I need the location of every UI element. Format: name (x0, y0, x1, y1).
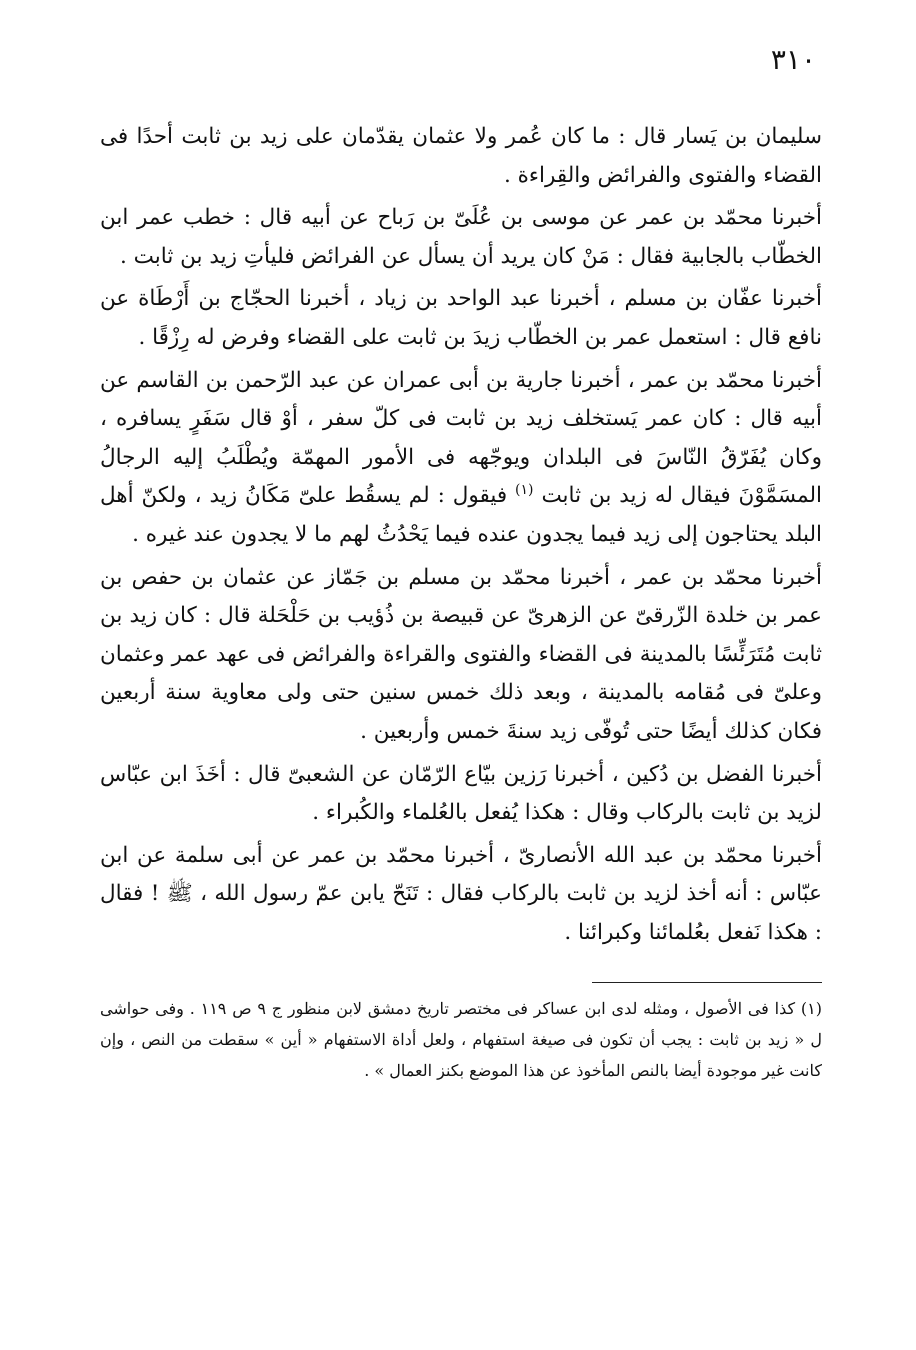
footnote-reference[interactable]: (١) (515, 482, 534, 499)
book-page (100, 40, 822, 1086)
page-number: ٣١٠ (770, 43, 816, 76)
paragraph-4 (100, 362, 822, 555)
paragraph-1: سليمان بن يَسار قال : ما كان عُمر ولا عثمان يقدّمان على زيد بن ثابت أحدًا فى القضاء والفتوى والفرائض والقِراءة . (100, 124, 822, 188)
paragraph-4-text: أخبرنا محمّد بن عمر ، أخبرنا جارية بن أبى عمران عن عبد الرّحمن بن القاسم عن أبيه قال : كان عمر يَستخلف زيد بن ثابت فى كلّ سفر ، أوْ قال سَفَرٍ يسافره ، وكان يُفَرّقُ النّاسَ فى البلدان ويوجّهه فى الأمور المهمّة ويُطْلَبُ إليه الرجالُ المسَمَّوْنَ فيقال له زيد بن ثابت (100, 367, 822, 509)
paragraph-5: أخبرنا محمّد بن عمر ، أخبرنا محمّد بن مسلم بن جَمّاز عن عثمان بن حفص بن عمر بن خلدة الزّرقىّ عن الزهرىّ عن قبيصة بن ذُؤيب بن حَلْحَلة قال : كان زيد بن ثابت مُتَرَئِّسًا بالمدينة فى القضاء والفتوى والقراءة والفرائض فى عهد عمر وعثمان وعلىّ فى مُقامه بالمدينة ، وبعد ذلك خمس سنين حتى ولى معاوية سنة أربعين فكان كذلك أيضًا حتى تُوفّى زيد سنةَ خمس وأربعين . (100, 564, 822, 744)
paragraph-7: أخبرنا محمّد بن عبد الله الأنصارىّ ، أخبرنا محمّد بن عمر عن أبى سلمة عن ابن عبّاس : أنه أخذ لزيد بن ثابت بالركاب فقال : تَنَحّ يابن عمّ رسول الله ، ﷺ ! فقال : هكذا نَفعل بعُلمائنا وكبرائنا . (100, 842, 822, 945)
paragraph-2: أخبرنا محمّد بن عمر عن موسى بن عُلَىّ بن رَباح عن أبيه قال : خطب عمر ابن الخطّاب بالجابية فقال : مَنْ كان يريد أن يسأل عن الفرائض فليأتِ زيد بن ثابت . (100, 205, 822, 269)
paragraph-3: أخبرنا عفّان بن مسلم ، أخبرنا عبد الواحد بن زياد ، أخبرنا الحجّاج بن أَرْطَاة عن نافع قال : استعمل عمر بن الخطّاب زيدَ بن ثابت على القضاء وفرض له رِزْقًا . (100, 286, 822, 350)
paragraph-4-continuation: فيقول : لم يسقُط علىّ مَكَانُ زيد ، ولكنّ أهل البلد يحتاجون إلى زيد فيما يجدون عنده فيما يَحْدُثُ لهم ما لا يجدون عند غيره . (100, 483, 822, 547)
footnote: (١) كذا فى الأصول ، ومثله لدى ابن عساكر فى مختصر تاريخ دمشق لابن منظور ج ٩ ص ١١٩ . وفى حواشى ل « زيد بن ثابت : يجب أن تكون فى صيغة استفهام ، ولعل أداة الاستفهام « أين » سقطت من النص ، وإن كانت غير موجودة أيضا بالنص المأخوذ عن هذا الموضع بكنز العمال » . (100, 999, 823, 1081)
footnote-divider (592, 982, 822, 983)
paragraph-6: أخبرنا الفضل بن دُكين ، أخبرنا رَزين بيّاع الرّمّان عن الشعبىّ قال : أخَذَ ابن عبّاس لزيد بن ثابت بالركاب وقال : هكذا يُفعل بالعُلماء والكُبراء . (100, 761, 822, 826)
